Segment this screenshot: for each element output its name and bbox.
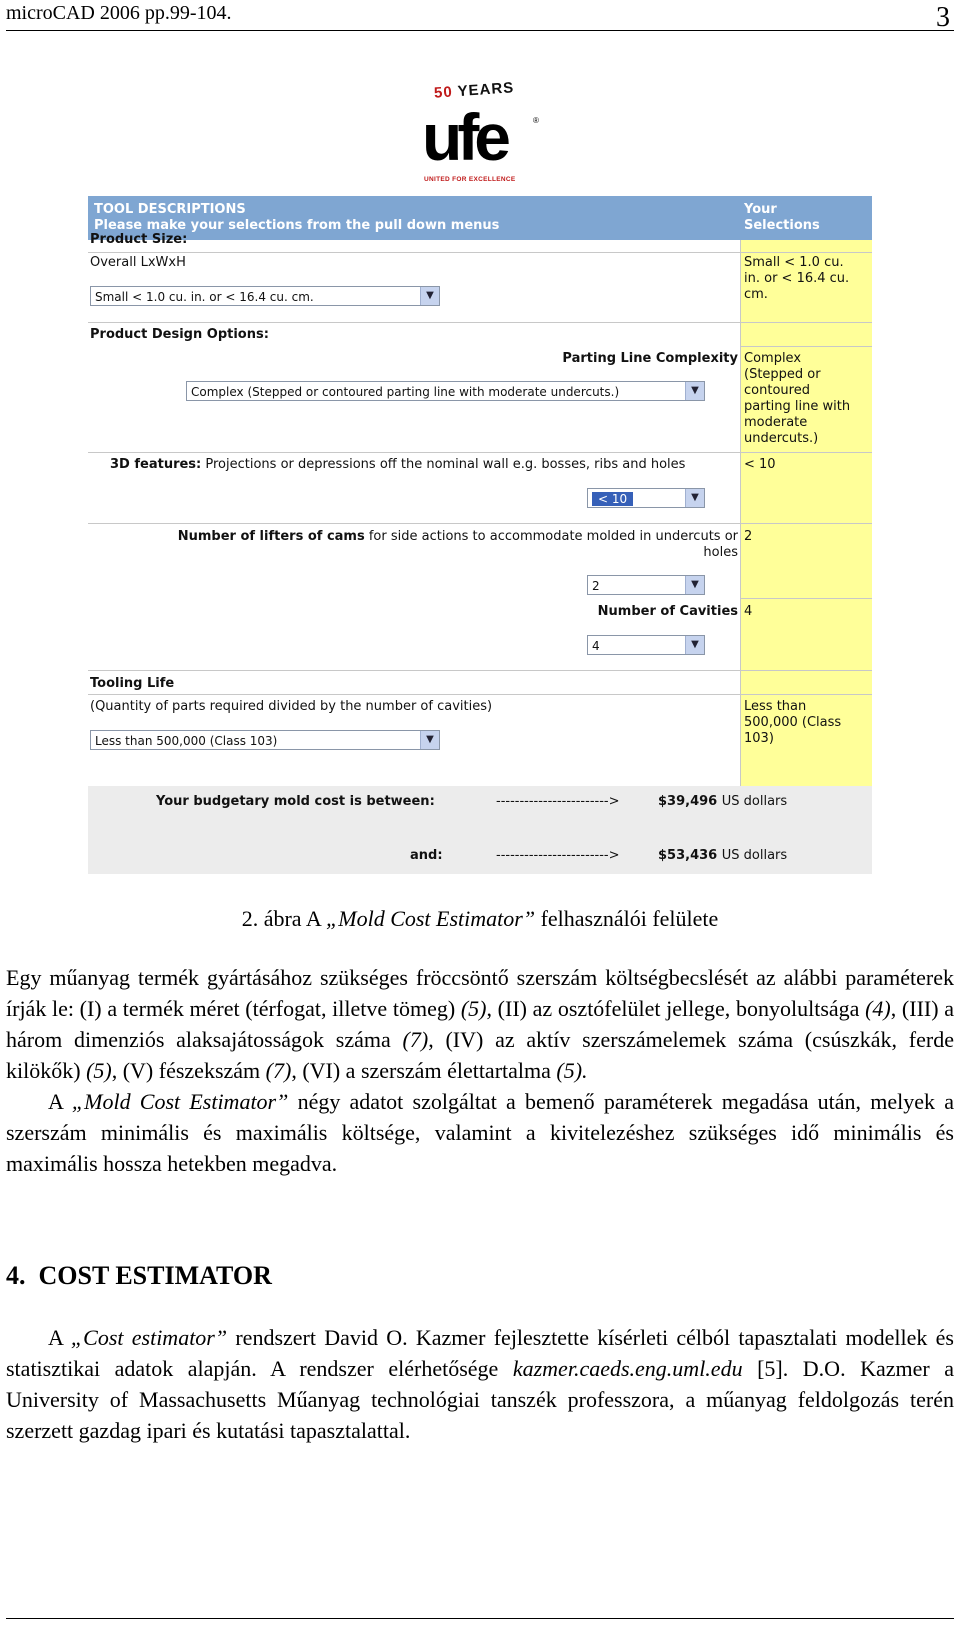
chevron-down-icon[interactable]: ▼ — [685, 489, 704, 507]
header-citation: microCAD 2006 pp.99-104. — [6, 2, 232, 24]
section-title: COST ESTIMATOR — [38, 1261, 272, 1290]
lifters-label: Number of lifters of cams for side actions to accommodate molded in undercuts or holes — [177, 529, 738, 560]
lifters-selection: 2 — [744, 529, 753, 544]
budget-label: Your budgetary mold cost is between: — [156, 794, 435, 809]
ufe-logo — [420, 79, 542, 190]
parting-line-select[interactable] — [186, 381, 705, 401]
cavities-label: Number of Cavities — [597, 604, 738, 619]
features-3d-label: 3D features: Projections or depressions off the nominal wall e.g. bosses, ribs and holes — [110, 457, 686, 472]
section-number: 4. — [6, 1261, 26, 1290]
divider — [740, 598, 872, 599]
chevron-down-icon[interactable]: ▼ — [685, 382, 704, 400]
tooling-life-select-value: Less than 500,000 (Class 103) — [95, 734, 278, 748]
product-size-select[interactable] — [90, 286, 440, 306]
chevron-down-icon[interactable]: ▼ — [420, 731, 439, 749]
footer-rule — [6, 1618, 954, 1619]
figure-caption — [0, 906, 960, 932]
logo-years-number: 50 — [433, 83, 454, 102]
features-3d-select[interactable] — [587, 488, 705, 508]
selection-line: 500,000 (Class — [744, 715, 842, 730]
divider — [88, 694, 872, 695]
panel-title-line1: TOOL DESCRIPTIONS — [94, 202, 246, 217]
divider — [88, 670, 872, 671]
body-text — [6, 1322, 954, 1446]
cavities-select[interactable] — [587, 635, 705, 655]
page-header — [6, 0, 954, 31]
budget-result — [88, 786, 872, 874]
paragraph: A „Cost estimator” rendszert David O. Kazmer fejlesztette kísérleti célból tapasztalati modellek és statisztikai adatok alapján. A rendszer elérhetősége kazmer.caeds.eng.uml.edu [5]. D.O. Kazmer a University of Massachusetts Műanyag technológiai tanszék professzora, a műanyag feldolgozás terén szerzett gazdag ipari és kutatási tapasztalattal. — [6, 1325, 955, 1443]
chevron-down-icon[interactable]: ▼ — [685, 636, 704, 654]
design-options-label: Product Design Options: — [90, 327, 269, 342]
chevron-down-icon[interactable]: ▼ — [685, 576, 704, 594]
page-number: 3 — [936, 2, 950, 33]
selection-line: 103) — [744, 731, 774, 746]
selection-line: in. or < 16.4 cu. — [744, 271, 850, 286]
tooling-life-label: Tooling Life — [90, 676, 175, 691]
divider — [88, 452, 872, 453]
product-size-label: Product Size: — [90, 232, 188, 247]
panel-title — [94, 202, 499, 234]
product-size-sub: Overall LxWxH — [90, 255, 186, 270]
your-selections-line1: Your — [744, 202, 777, 217]
budget-arrow: ------------------------> — [496, 848, 620, 863]
selection-line: moderate — [744, 415, 808, 430]
selection-line: Less than — [744, 699, 807, 714]
cavities-selection: 4 — [744, 604, 753, 619]
options-column — [88, 240, 740, 800]
selection-line: Complex — [744, 351, 802, 366]
tooling-life-selection — [744, 699, 870, 747]
selection-line: parting line with — [744, 399, 851, 414]
product-size-selection — [744, 255, 870, 303]
column-separator — [740, 240, 741, 800]
features-3d-select-value: < 10 — [592, 492, 633, 506]
section-heading — [6, 1260, 272, 1292]
tooling-life-sub: (Quantity of parts required divided by the number of cavities) — [90, 699, 493, 714]
paragraph: A „Mold Cost Estimator” négy adatot szolgáltat a bemenő paraméterek megadása után, melyek a szerszám minimális és maximális költsége, valamint a kivitelezéshez szükséges idő minimális és maximális hossza hetekben megadva. — [6, 1089, 954, 1176]
panel-title-line2: Please make your selections from the pull down menus — [94, 218, 500, 233]
selection-line: cm. — [744, 287, 768, 302]
budget-max-value: $53,436 US dollars — [658, 848, 788, 863]
selection-line: contoured — [744, 383, 810, 398]
your-selections-line2: Selections — [744, 218, 820, 233]
cavities-select-value: 4 — [592, 639, 600, 653]
your-selections-heading — [744, 202, 820, 234]
logo-word: ufe — [422, 100, 506, 174]
selection-line: Small < 1.0 cu. — [744, 255, 844, 270]
features-3d-selection: < 10 — [744, 457, 776, 472]
parting-line-select-value: Complex (Stepped or contoured parting line with moderate undercuts.) — [191, 385, 620, 399]
budget-arrow: ------------------------> — [496, 794, 620, 809]
parting-line-label: Parting Line Complexity — [562, 351, 738, 366]
paragraph: Egy műanyag termék gyártásához szükséges fröccsöntő szerszám költségbecslését az alábbi paraméterek írják le: (I) a termék méret (térfogat, illetve tömeg) (5), (II) az osztófelület jellege, bonyolultsága (4), (III) a három dimenziós alaksajátosságok száma (7), (IV) az aktív szerszámelemek száma (csúszkák, ferde kilökők) (5), (V) fészekszám (7), (VI) a szerszám élettartalma (5). — [6, 965, 955, 1083]
divider — [740, 346, 872, 347]
product-size-select-value: Small < 1.0 cu. in. or < 16.4 cu. cm. — [95, 290, 314, 304]
caption-suffix: felhasználói felülete — [535, 906, 719, 931]
chevron-down-icon[interactable]: ▼ — [420, 287, 439, 305]
logo-years-word: YEARS — [457, 79, 515, 101]
panel-header — [88, 196, 872, 240]
budget-min-value: $39,496 US dollars — [658, 794, 788, 809]
caption-prefix: 2. ábra A — [241, 906, 327, 931]
logo-registered-mark: ® — [533, 116, 539, 125]
lifters-select-value: 2 — [592, 579, 600, 593]
budget-and-label: and: — [410, 848, 443, 863]
logo-tagline: UNITED FOR EXCELLENCE — [424, 176, 516, 183]
divider — [88, 322, 872, 323]
divider — [88, 252, 872, 253]
caption-title: „Mold Cost Estimator” — [326, 906, 536, 931]
body-text — [6, 962, 954, 1179]
parting-line-selection — [744, 351, 870, 447]
logo-years — [434, 79, 515, 102]
tooling-life-select[interactable] — [90, 730, 440, 750]
selection-line: undercuts.) — [744, 431, 819, 446]
lifters-select[interactable] — [587, 575, 705, 595]
selection-line: (Stepped or — [744, 367, 821, 382]
divider — [88, 523, 872, 524]
